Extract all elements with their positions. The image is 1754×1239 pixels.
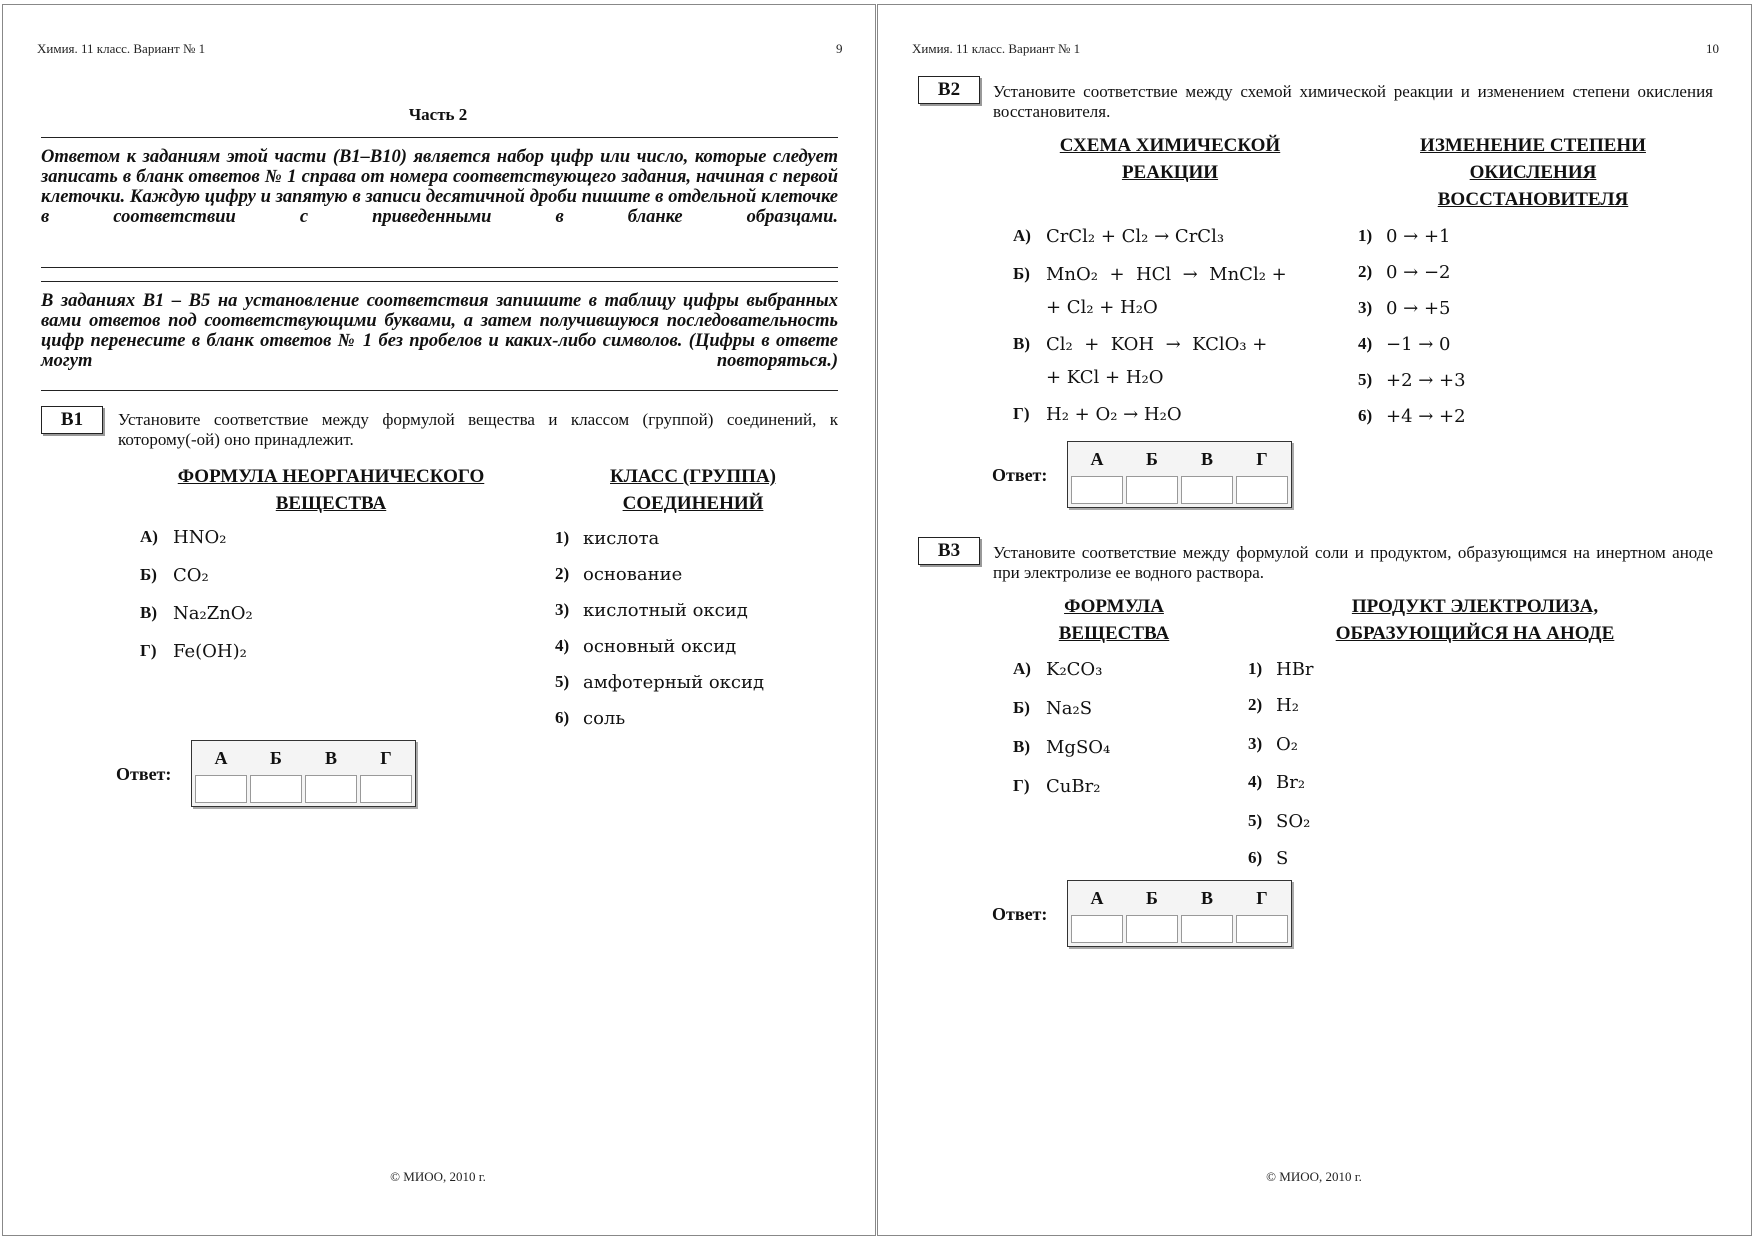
option-text: соль — [583, 708, 626, 729]
item-formula: H₂ + O₂ → H₂O — [1046, 404, 1182, 425]
item-label: В) — [1013, 334, 1030, 353]
page-9 — [2, 4, 876, 1236]
page-10 — [877, 4, 1752, 1236]
task-text: Установите соответствие между формулой вещества и классом (группой) соединений, к которому(-ой) оно принадлежит. — [118, 410, 838, 449]
item-label: А) — [1013, 226, 1031, 245]
column-header-left: ВЕЩЕСТВА — [1058, 623, 1170, 644]
item-formula: + KCl + H₂O — [1046, 367, 1164, 388]
column-header-left: ФОРМУЛА НЕОРГАНИЧЕСКОГО — [177, 466, 485, 487]
option-text: +2 → +3 — [1386, 370, 1466, 391]
option-text: кислота — [583, 528, 660, 549]
column-header-right: ОБРАЗУЮЩИЙСЯ НА АНОДЕ — [1335, 623, 1615, 644]
option-text: амфотерный оксид — [583, 672, 765, 693]
item-formula: K₂CO₃ — [1046, 659, 1103, 680]
option-number: 3) — [1248, 734, 1263, 753]
answer-cell-input[interactable] — [360, 775, 412, 803]
answer-label: Ответ: — [116, 764, 172, 784]
option-text: −1 → 0 — [1386, 334, 1451, 355]
page-number: 10 — [1706, 41, 1719, 56]
option-text: 0 → +5 — [1386, 298, 1451, 319]
item-formula: HNO₂ — [173, 527, 227, 548]
task-number-box: В3 — [918, 537, 980, 565]
item-label: А) — [140, 527, 158, 546]
answer-cell-input[interactable] — [195, 775, 247, 803]
option-number: 5) — [555, 672, 570, 691]
item-formula: CrCl₂ + Cl₂ → CrCl₃ — [1046, 226, 1225, 247]
item-label: Б) — [1013, 698, 1030, 717]
task-number-box: В1 — [41, 406, 103, 434]
instructions-1: Ответом к заданиям этой части (В1–В10) является набор цифр или число, которые следует записать в бланк ответов № 1 справа от номера соответствующего задания, начиная с первой клеточки. Каждую цифру и запятую в записи десятичной дроби пишите в отдельной клеточке в соответствии с приведенными в бланке образцами. — [41, 147, 838, 227]
answer-column-header: Г — [1256, 887, 1268, 908]
answer-column-header: Г — [1256, 448, 1268, 469]
option-number: 1) — [555, 528, 570, 547]
option-text: Br₂ — [1276, 772, 1306, 793]
answer-cell-input[interactable] — [1236, 915, 1288, 943]
column-header-right: СОЕДИНЕНИЙ — [622, 493, 764, 514]
column-header-right: ВОССТАНОВИТЕЛЯ — [1437, 189, 1629, 210]
item-label: Б) — [1013, 264, 1030, 283]
answer-column-header: Б — [1146, 448, 1158, 469]
answer-column-header: В — [1200, 448, 1213, 469]
page-footer: © МИОО, 2010 г. — [1266, 1169, 1362, 1184]
option-text: основание — [583, 564, 683, 585]
answer-column-header: Б — [1146, 887, 1158, 908]
item-formula: Fe(OH)₂ — [173, 641, 247, 662]
page-header: Химия. 11 класс. Вариант № 1 — [37, 41, 206, 56]
option-text: H₂ — [1276, 695, 1299, 716]
column-header-right: ИЗМЕНЕНИЕ СТЕПЕНИ — [1420, 135, 1646, 156]
option-text: 0 → +1 — [1386, 226, 1451, 247]
item-label: А) — [1013, 659, 1031, 678]
divider — [41, 390, 838, 391]
item-label: Б) — [140, 565, 157, 584]
answer-cell-input[interactable] — [305, 775, 357, 803]
answer-label: Ответ: — [992, 465, 1048, 485]
answer-label: Ответ: — [992, 904, 1048, 924]
option-number: 4) — [1248, 772, 1263, 791]
answer-cell-input[interactable] — [250, 775, 302, 803]
page-footer: © МИОО, 2010 г. — [390, 1169, 486, 1184]
option-text: HBr — [1276, 659, 1314, 680]
answer-cell-input[interactable] — [1236, 476, 1288, 504]
option-number: 5) — [1248, 811, 1263, 830]
option-number: 1) — [1358, 226, 1373, 245]
answer-column-header: А — [1090, 887, 1104, 908]
option-text: SO₂ — [1276, 811, 1311, 832]
item-formula: Na₂ZnO₂ — [173, 603, 253, 624]
answer-column-header: А — [214, 747, 228, 768]
column-header-left: РЕАКЦИИ — [1121, 162, 1219, 183]
option-number: 2) — [1358, 262, 1373, 281]
item-formula: Cl₂ + KOH → KClO₃ + — [1046, 334, 1268, 355]
column-header-right: ПРОДУКТ ЭЛЕКТРОЛИЗА, — [1351, 596, 1599, 617]
page-header: Химия. 11 класс. Вариант № 1 — [912, 41, 1081, 56]
answer-column-header: В — [324, 747, 337, 768]
option-number: 3) — [1358, 298, 1373, 317]
option-number: 5) — [1358, 370, 1373, 389]
item-formula: CuBr₂ — [1046, 776, 1101, 797]
item-label: Г) — [1013, 776, 1030, 795]
item-label: В) — [1013, 737, 1030, 756]
option-number: 3) — [555, 600, 570, 619]
option-text: S — [1276, 848, 1289, 869]
answer-column-header: Б — [270, 747, 282, 768]
answer-cell-input[interactable] — [1071, 915, 1123, 943]
answer-cell-input[interactable] — [1071, 476, 1123, 504]
column-header-left: СХЕМА ХИМИЧЕСКОЙ — [1059, 135, 1281, 156]
answer-column-header: Г — [380, 747, 392, 768]
task-text: Установите соответствие между схемой химической реакции и изменением степени окисления восстановителя. — [993, 82, 1713, 121]
task-number-box: В2 — [918, 76, 980, 104]
item-label: Г) — [1013, 404, 1030, 423]
item-formula: Na₂S — [1046, 698, 1093, 719]
task-text: Установите соответствие между формулой соли и продуктом, образующимся на инертном аноде при электролизе ее водного раствора. — [993, 543, 1713, 582]
option-number: 6) — [555, 708, 570, 727]
answer-cell-input[interactable] — [1126, 915, 1178, 943]
answer-column-header: В — [1200, 887, 1213, 908]
page-number: 9 — [836, 41, 843, 56]
divider — [41, 137, 838, 138]
answer-table — [1067, 441, 1292, 508]
answer-cell-input[interactable] — [1126, 476, 1178, 504]
option-text: кислотный оксид — [583, 600, 748, 621]
item-label: Г) — [140, 641, 157, 660]
option-number: 2) — [555, 564, 570, 583]
divider — [41, 267, 838, 268]
column-header-right: ОКИСЛЕНИЯ — [1469, 162, 1597, 183]
item-formula: + Cl₂ + H₂O — [1046, 297, 1158, 318]
item-formula: CO₂ — [173, 565, 209, 586]
item-formula: MgSO₄ — [1046, 737, 1111, 758]
option-number: 2) — [1248, 695, 1263, 714]
option-number: 4) — [1358, 334, 1373, 353]
answer-cell-input[interactable] — [1181, 476, 1233, 504]
column-header-right: КЛАСС (ГРУППА) — [610, 466, 776, 487]
answer-table — [1067, 880, 1292, 947]
item-label: В) — [140, 603, 157, 622]
divider — [41, 281, 838, 282]
option-text: +4 → +2 — [1386, 406, 1466, 427]
option-text: основный оксид — [583, 636, 737, 657]
instructions-2: В заданиях В1 – В5 на установление соответствия запишите в таблицу цифры выбранных вами ответов под соответствующими буквами, а затем получившуюся последовательность цифр перенесите в бланк ответов № 1 без пробелов и каких-либо символов. (Цифры в ответе могут повторяться.) — [41, 291, 838, 371]
answer-column-header: А — [1090, 448, 1104, 469]
column-header-left: ВЕЩЕСТВА — [275, 493, 387, 514]
option-number: 6) — [1248, 848, 1263, 867]
answer-cell-input[interactable] — [1181, 915, 1233, 943]
item-formula: MnO₂ + HCl → MnCl₂ + — [1046, 264, 1287, 285]
option-text: 0 → −2 — [1386, 262, 1451, 283]
part-title: Часть 2 — [408, 105, 468, 124]
option-number: 4) — [555, 636, 570, 655]
option-number: 6) — [1358, 406, 1373, 425]
answer-table — [191, 740, 416, 807]
option-text: O₂ — [1276, 734, 1298, 755]
column-header-left: ФОРМУЛА — [1064, 596, 1164, 617]
option-number: 1) — [1248, 659, 1263, 678]
